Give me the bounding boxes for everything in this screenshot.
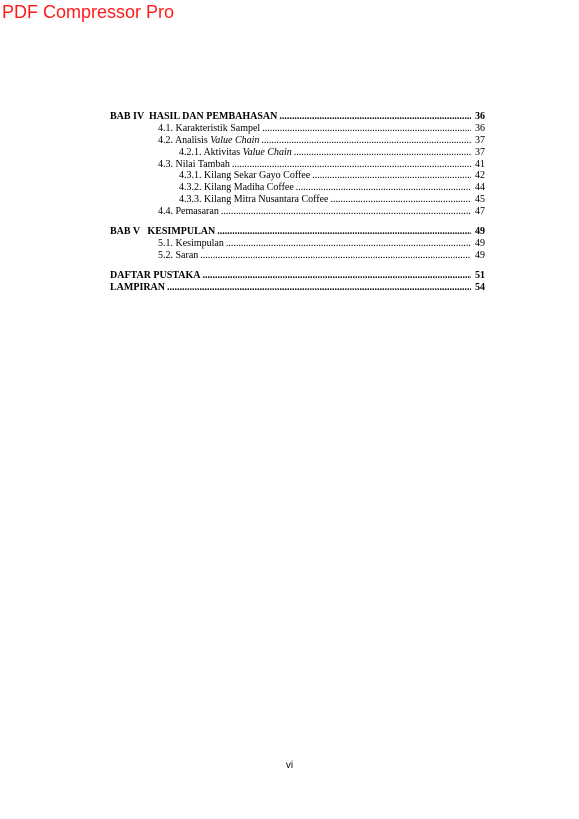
toc-leader-dots [312,170,471,182]
toc-label: 4.3.3. Kilang Mitra Nusantara Coffee [179,194,329,206]
toc-leader-dots [296,182,471,194]
toc-page-number: 37 [475,146,485,158]
toc-page-number: 37 [475,134,485,146]
toc-entry-4-3-1[interactable] [110,170,485,182]
toc-label: 5.2. Saran [158,249,199,261]
toc-label: BAB V KESIMPULAN [110,226,216,238]
toc-entry-4-1[interactable] [110,123,485,135]
toc-label: 4.3. Nilai Tambah [158,158,230,170]
page-number-footer: vi [285,760,294,771]
toc-label-prefix: 4.2. Analisis [158,134,211,146]
toc-label: DAFTAR PUSTAKA [110,269,201,281]
toc-label: 4.4. Pemasaran [158,206,219,218]
toc-label: 4.1. Karakteristik Sampel [158,122,261,134]
toc-leader-dots [232,159,471,171]
toc-page-number: 36 [475,122,485,134]
toc-entry-daftar-pustaka[interactable] [110,270,485,282]
toc-page-number: 49 [475,226,485,238]
toc-label-italic: Value Chain [242,146,292,158]
toc-page-number: 42 [475,170,485,182]
toc-entry-5-1[interactable] [110,238,485,250]
toc-leader-dots [200,250,471,262]
toc-leader-dots [221,206,471,218]
toc-leader-dots [202,270,471,282]
spacer [110,218,485,226]
toc-entry-4-4[interactable] [110,206,485,218]
toc-page-number: 54 [475,281,485,293]
toc-label: BAB IV HASIL DAN PEMBAHASAN [110,111,278,122]
toc-entry-4-2[interactable] [110,135,485,147]
toc-leader-dots [279,111,471,123]
toc-leader-dots [217,226,471,238]
toc-leader-dots [331,194,472,206]
toc-entry-bab-v[interactable] [110,226,485,238]
toc-entry-4-2-1[interactable] [110,147,485,159]
watermark-text: PDF Compressor Pro [2,2,175,22]
table-of-contents [110,111,485,293]
toc-leader-dots [294,147,471,159]
toc-page-number: 41 [475,158,485,170]
toc-label: 5.1. Kesimpulan [158,237,224,249]
toc-page-number: 47 [475,206,485,218]
toc-page-number: 36 [475,111,485,122]
toc-entry-bab-iv[interactable] [110,111,485,123]
toc-leader-dots [167,282,471,294]
toc-label [179,147,292,159]
toc-page-number: 44 [475,182,485,194]
toc-label: 4.3.2. Kilang Madiha Coffee [179,182,294,194]
toc-label [158,135,259,147]
toc-leader-dots [261,135,471,147]
toc-page-number: 49 [475,237,485,249]
toc-leader-dots [226,238,471,250]
toc-entry-4-3[interactable] [110,159,485,171]
toc-entry-lampiran[interactable] [110,282,485,294]
toc-label-prefix: 4.2.1. Aktivitas [179,146,243,158]
toc-label-italic: Value Chain [210,134,260,146]
toc-entry-4-3-2[interactable] [110,182,485,194]
toc-page-number: 49 [475,249,485,261]
toc-entry-5-2[interactable] [110,250,485,262]
toc-label: 4.3.1. Kilang Sekar Gayo Coffee [179,170,311,182]
toc-label: LAMPIRAN [110,281,165,293]
toc-page-number: 45 [475,194,485,206]
spacer [110,262,485,270]
toc-entry-4-3-3[interactable] [110,194,485,206]
toc-leader-dots [262,123,471,135]
toc-page-number: 51 [475,269,485,281]
